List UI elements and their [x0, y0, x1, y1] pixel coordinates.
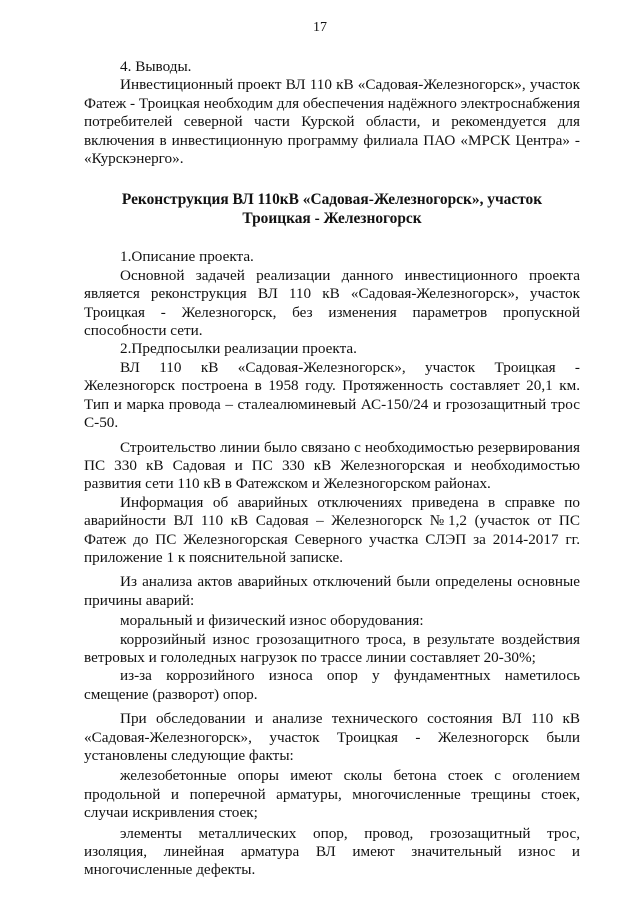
metal-supports-list-item: элементы металлических опор, провод, грозозащитный трос, изоляция, линейная арматура ВЛ имеют значительный износ и многочисленные дефекты. [84, 824, 580, 879]
prerequisites-title: 2.Предпосылки реализации проекта. [120, 340, 357, 358]
document-body [84, 58, 580, 880]
construction-reason-paragraph: Строительство линии было связано с необходимостью резервирования ПС 330 кВ Садовая и ПС 330 кВ Железногорская и необходимостью развития сети 110 кВ в Фатежском и Железногорском районах. [84, 438, 580, 493]
section-4-title: 4. Выводы. [120, 58, 192, 75]
outage-info-paragraph: Информация об аварийных отключениях приведена в справке по аварийности ВЛ 110 кВ Садовая – Железногорск №1,2 (участок от ПС Фатеж до ПС Железногорская Северного участка СЛЭП за 2014-2017 гг. приложение 1 к пояснительной записке. [84, 493, 580, 566]
section-heading-line-1: Реконструкция ВЛ 110кВ «Садовая-Железногорск», участок [121, 191, 543, 209]
section-4-text: Инвестиционный проект ВЛ 110 кВ «Садовая-Железногорск», участок Фатеж - Троицкая необходим для обеспечения надёжного электроснабжения потребителей северной части Курской области, и рекомендуется для включения в инвестиционную программу филиала ПАО «МРСК Центра» - «Курскэнерго». [84, 76, 580, 168]
page-number: 17 [313, 20, 327, 35]
cable-corrosion-list-item: коррозийный износ грозозащитного троса, в результате воздействия ветровых и гололедных нагрузок по трассе линии составляет 20-30%; [84, 630, 580, 666]
analysis-intro-paragraph: Из анализа актов аварийных отключений были определены основные причины аварий: [84, 573, 580, 609]
inspection-paragraph: При обследовании и анализе технического состояния ВЛ 110 кВ «Садовая-Железногорск», участок Троицкая - Железногорск были установлены следующие факты: [84, 710, 580, 764]
project-description-text: Основной задачей реализации данного инвестиционного проекта является реконструкция ВЛ 110 кВ «Садовая-Железногорск», участок Троицкая - Железногорск, без изменения параметров пропускной способности сети. [84, 266, 580, 340]
concrete-supports-list-item: железобетонные опоры имеют сколы бетона стоек с оголением продольной и поперечной арматуры, многочисленные трещины стоек, случаи искривления стоек; [84, 767, 580, 822]
section-heading-line-2: Троицкая - Железногорск [242, 210, 422, 228]
section-heading [84, 190, 580, 228]
line-history-paragraph: ВЛ 110 кВ «Садовая-Железногорск», участок Троицкая - Железногорск построена в 1958 году. Протяженность составляет 20,1 км. Тип и марка провода – сталеалюминевый АС-150/24 и грозозащитный трос С-50. [84, 358, 580, 432]
wear-list-item: моральный и физический износ оборудования: [120, 612, 424, 630]
support-displacement-list-item: из-за коррозийного износа опор у фундаментных наметилось смещение (разворот) опор. [84, 667, 580, 703]
project-description-title: 1.Описание проекта. [120, 248, 254, 266]
